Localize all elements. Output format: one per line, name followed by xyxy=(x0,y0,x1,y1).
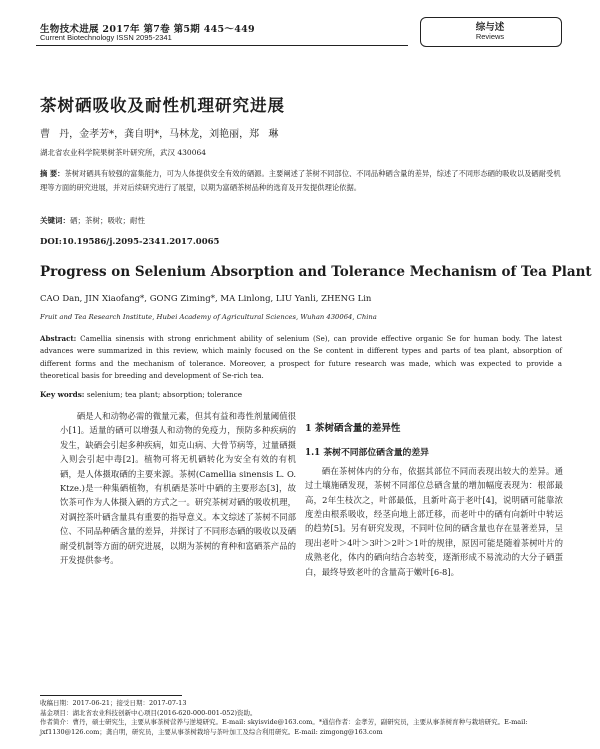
footnote-rule xyxy=(40,695,182,696)
body-right-column xyxy=(305,411,563,579)
authors-cn: 曹 丹，金孝芳*，龚自明*，马林龙，刘艳丽，郑 琳 xyxy=(40,129,279,140)
subsection-heading: 1.1 茶树不同部位硒含量的差异 xyxy=(305,448,429,459)
keywords-cn xyxy=(40,215,145,226)
footnote-received: 收稿日期：2017-06-21；接受日期：2017-07-13 xyxy=(40,699,187,707)
section-heading: 1 茶树硒含量的差异性 xyxy=(305,423,401,434)
keywords-en-text: selenium; tea plant; absorption; tolerance xyxy=(86,390,243,399)
paper-title-en: Progress on Selenium Absorption and Tolerance Mechanism of Tea Plant xyxy=(40,264,592,280)
body-left-column xyxy=(60,409,296,567)
doi: DOI:10.19586/j.2095-2341.2017.0065 xyxy=(40,237,220,247)
keywords-cn-label: 关键词： xyxy=(40,216,70,225)
footnote-author-info: 作者简介：曹丹，硕士研究生，主要从事茶树营养与逆境研究。E-mail: skyisvide@163.com。*通信作者：金孝芳，副研究员，主要从事茶树育种与栽培研究。E-mail: jxf1130@126.com；龚自明，研究员，主要从事茶树栽培与茶叶加工及综合利用研究。E-mail: zimgong@163.com xyxy=(40,718,528,736)
footnote xyxy=(40,699,562,737)
affiliation-cn: 湖北省农业科学院果树茶叶研究所，武汉 430064 xyxy=(40,148,207,157)
section-paragraph: 硒在茶树体内的分布，依据其部位不同而表现出较大的差异。通过土壤施硒发现，茶树不同部位总硒含量的增加幅度表现为：根部最高，2年生枝次之，叶部最低，且新叶高于老叶[4]，说明硒可能靠浓度差由根系吸收，经茎向地上部迁移，而老叶中的硒有向新叶中转运的趋势[5]。另有研究发现，不同叶位间的硒含量也存在显著差异，呈现出老叶＞4叶＞3叶＞2叶＞1叶的规律，原因可能是随着茶树叶片的成熟老化，体内的硒向结合态转变，逐渐形成不易流动的大分子硒蛋白，最终导致老叶的含量高于嫩叶[6-8]。 xyxy=(305,465,563,577)
intro-paragraph: 硒是人和动物必需的微量元素，但其有益和毒性剂量阈值很小[1]。适量的硒可以增强人和动物的免疫力，预防多种疾病的发生，缺硒会引起多种疾病，如克山病、大骨节病等，过量硒摄入则会引起中毒[2]。植物可将无机硒转化为安全有效的有机硒，是人体摄取硒的主要来源。茶树(Camellia sinensis L. O. Ktze.)是一种集硒植物，有机硒是茶叶中硒的主要形态[3]，故饮茶可作为人体摄入硒的方式之一。研究茶树对硒的吸收机理，对调控茶叶硒含量具有重要的指导意义。本文综述了茶树不同部位、不同品种硒含量的差异，并探讨了不同形态硒的吸收以及硒耐受机制等方面的研究进展，以期为茶树的育种和富硒茶产品的开发提供参考。 xyxy=(60,411,296,566)
affiliation-en: Fruit and Tea Research Institute, Hubei Academy of Agricultural Sciences, Wuhan 430064, China xyxy=(40,313,377,321)
paper-title-cn: 茶树硒吸收及耐性机理研究进展 xyxy=(40,96,285,115)
column-badge-title: 综与述 xyxy=(475,22,505,33)
keywords-en xyxy=(40,390,242,399)
journal-header: 生物技术进展 2017年 第7卷 第5期 445～449 xyxy=(40,24,255,35)
column-badge-subtitle: Reviews xyxy=(475,32,505,41)
journal-header-en: Current Biotechnology ISSN 2095-2341 xyxy=(40,33,172,42)
abstract-en-text: Camellia sinensis with strong enrichment ability of selenium (Se), can provide effective organic Se for human body. The latest advances were summarized in this review, which mainly focused on the Se content in different types and parts of tea plant, absorption of different forms and the mechanism of tolerance. Moreover, a prospect for future research was made, which was expected to provide a theoretical basis for breeding and development of Se-rich tea. xyxy=(40,334,562,380)
abstract-en xyxy=(40,333,562,382)
keywords-en-label: Key words: xyxy=(40,390,85,399)
abstract-cn xyxy=(40,167,562,194)
header-rule xyxy=(36,45,408,46)
footnote-funding: 基金项目：湖北省农业科技创新中心项目(2016-620-000-001-052)资助。 xyxy=(40,708,257,717)
keywords-cn-text: 硒；茶树；吸收；耐性 xyxy=(70,216,145,225)
authors-en: CAO Dan, JIN Xiaofang*, GONG Ziming*, MA Linlong, LIU Yanli, ZHENG Lin xyxy=(40,294,372,304)
abstract-cn-label: 摘 要： xyxy=(40,169,65,178)
abstract-en-label: Abstract: xyxy=(40,334,77,343)
abstract-cn-text: 茶树对硒具有较强的富集能力，可为人体提供安全有效的硒源。主要阐述了茶树不同部位、不同品种硒含量的差异，综述了不同形态硒的吸收以及硒耐受机理等方面的研究进展，并对后续研究进行了展望，以期为富硒茶树品种的选育及开发提供理论依据。 xyxy=(40,169,561,192)
